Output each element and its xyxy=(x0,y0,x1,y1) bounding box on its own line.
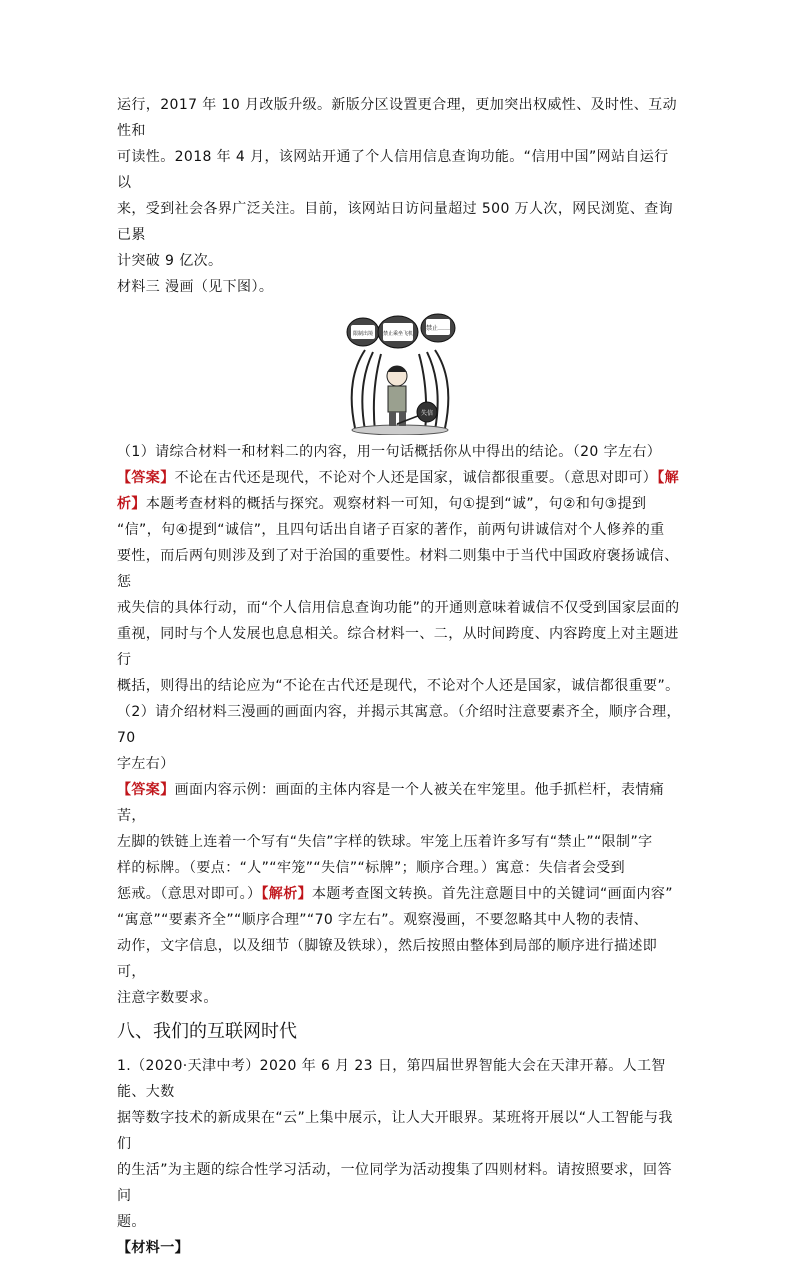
analysis-text: 本题考查图文转换。首先注意题目中的关键词“画面内容” xyxy=(312,886,673,902)
answer-text: 画面内容示例：画面的主体内容是一个人被关在牢笼里。他手抓栏杆，表情痛苦， xyxy=(117,782,665,824)
document-page xyxy=(117,92,682,1261)
q1-answer xyxy=(117,465,682,491)
section-heading: 八、我们的互联网时代 xyxy=(117,1021,297,1042)
material3-label: 材料三 漫画（见下图）。 xyxy=(117,279,274,295)
q2-answer-line: 样的标牌。（要点：“人”“牢笼”“失信”“标牌”；顺序合理。）寓意：失信者会受到 xyxy=(117,860,626,876)
q2-answer-line: 左脚的铁链上连着一个写有“失信”字样的铁球。牢笼上压着许多写有“禁止”“限制”字 xyxy=(117,834,653,850)
q2-answer xyxy=(117,777,682,829)
q2-analysis-line: “寓意”“要素齐全”“顺序合理”“70 字左右”。观察漫画，不要忽略其中人物的表情、 xyxy=(117,912,649,928)
analysis-tag: 析】 xyxy=(117,496,146,512)
q2-question: 字左右） xyxy=(117,756,175,772)
answer-text: 惩戒。（意思对即可。） xyxy=(117,886,262,902)
sign3-text: 禁止…… xyxy=(425,325,450,332)
ball-text: 失信 xyxy=(420,410,433,417)
q1-analysis-line: 要性，而后两句则涉及到了对于治国的重要性。材料二则集中于当代中国政府褒扬诚信、惩 xyxy=(117,548,679,590)
sign2-text: 禁止乘坐飞机 xyxy=(382,331,413,337)
q2-analysis-line: 动作，文字信息，以及细节（脚镣及铁球），然后按照由整体到局部的顺序进行描述即可， xyxy=(117,938,658,980)
q1-analysis-line: 重视，同时与个人发展也息息相关。综合材料一、二，从时间跨度、内容跨度上对主题进行 xyxy=(117,626,679,668)
analysis-text: 本题考查材料的概括与探究。观察材料一可知，句①提到“诚”，句②和句③提到 xyxy=(145,496,647,512)
q2-question: （2）请介绍材料三漫画的画面内容，并揭示其寓意。（介绍时注意要素齐全，顺序合理，70 xyxy=(117,704,681,746)
q1-analysis-line xyxy=(117,491,682,517)
answer-tag: 【答案】 xyxy=(117,470,175,486)
q1-analysis-line: 概括，则得出的结论应为“不论在古代还是现代，不论对个人还是国家，诚信都很重要”。 xyxy=(117,678,680,694)
q2-analysis-line: 注意字数要求。 xyxy=(117,990,218,1006)
q1-question: （1）请综合材料一和材料二的内容，用一句话概括你从中得出的结论。（20 字左右） xyxy=(117,444,662,460)
section-question-line: 1.（2020·天津中考）2020 年 6 月 23 日，第四届世界智能大会在天津开幕。人工智能、大数 xyxy=(117,1058,666,1100)
sign1-text: 限制出境 xyxy=(352,331,373,337)
section-question-line: 的生活”为主题的综合性学习活动，一位同学为活动搜集了四则材料。请按照要求，回答问 xyxy=(117,1162,672,1204)
intro-line: 计突破 9 亿次。 xyxy=(117,253,223,269)
cartoon-image xyxy=(335,310,465,435)
section-question-line: 据等数字技术的新成果在“云”上集中展示，让人大开眼界。某班将开展以“人工智能与我们 xyxy=(117,1110,673,1152)
analysis-tag: 【解析】 xyxy=(261,886,313,902)
q2-analysis xyxy=(117,881,682,907)
answer-text: 不论在古代还是现代，不论对个人还是国家，诚信都很重要。（意思对即可） xyxy=(174,470,658,486)
intro-line: 运行，2017 年 10 月改版升级。新版分区设置更合理，更加突出权威性、及时性、互动性和 xyxy=(117,97,677,139)
q1-analysis-line: 戒失信的具体行动，而“个人信用信息查询功能”的开通则意味着诚信不仅受到国家层面的 xyxy=(117,600,680,616)
intro-line: 可读性。2018 年 4 月，该网站开通了个人信用信息查询功能。“信用中国”网站自运行以 xyxy=(117,149,669,191)
analysis-tag: 【解 xyxy=(657,470,680,486)
intro-line: 来，受到社会各界广泛关注。目前，该网站日访问量超过 500 万人次，网民浏览、查询已累 xyxy=(117,201,674,243)
q1-analysis-line: “信”，句④提到“诚信”，且四句话出自诸子百家的著作，前两句讲诚信对个人修养的重 xyxy=(117,522,665,538)
section-question-line: 题。 xyxy=(117,1214,146,1230)
material1-label: 【材料一】 xyxy=(117,1240,189,1256)
answer-tag: 【答案】 xyxy=(117,782,175,798)
